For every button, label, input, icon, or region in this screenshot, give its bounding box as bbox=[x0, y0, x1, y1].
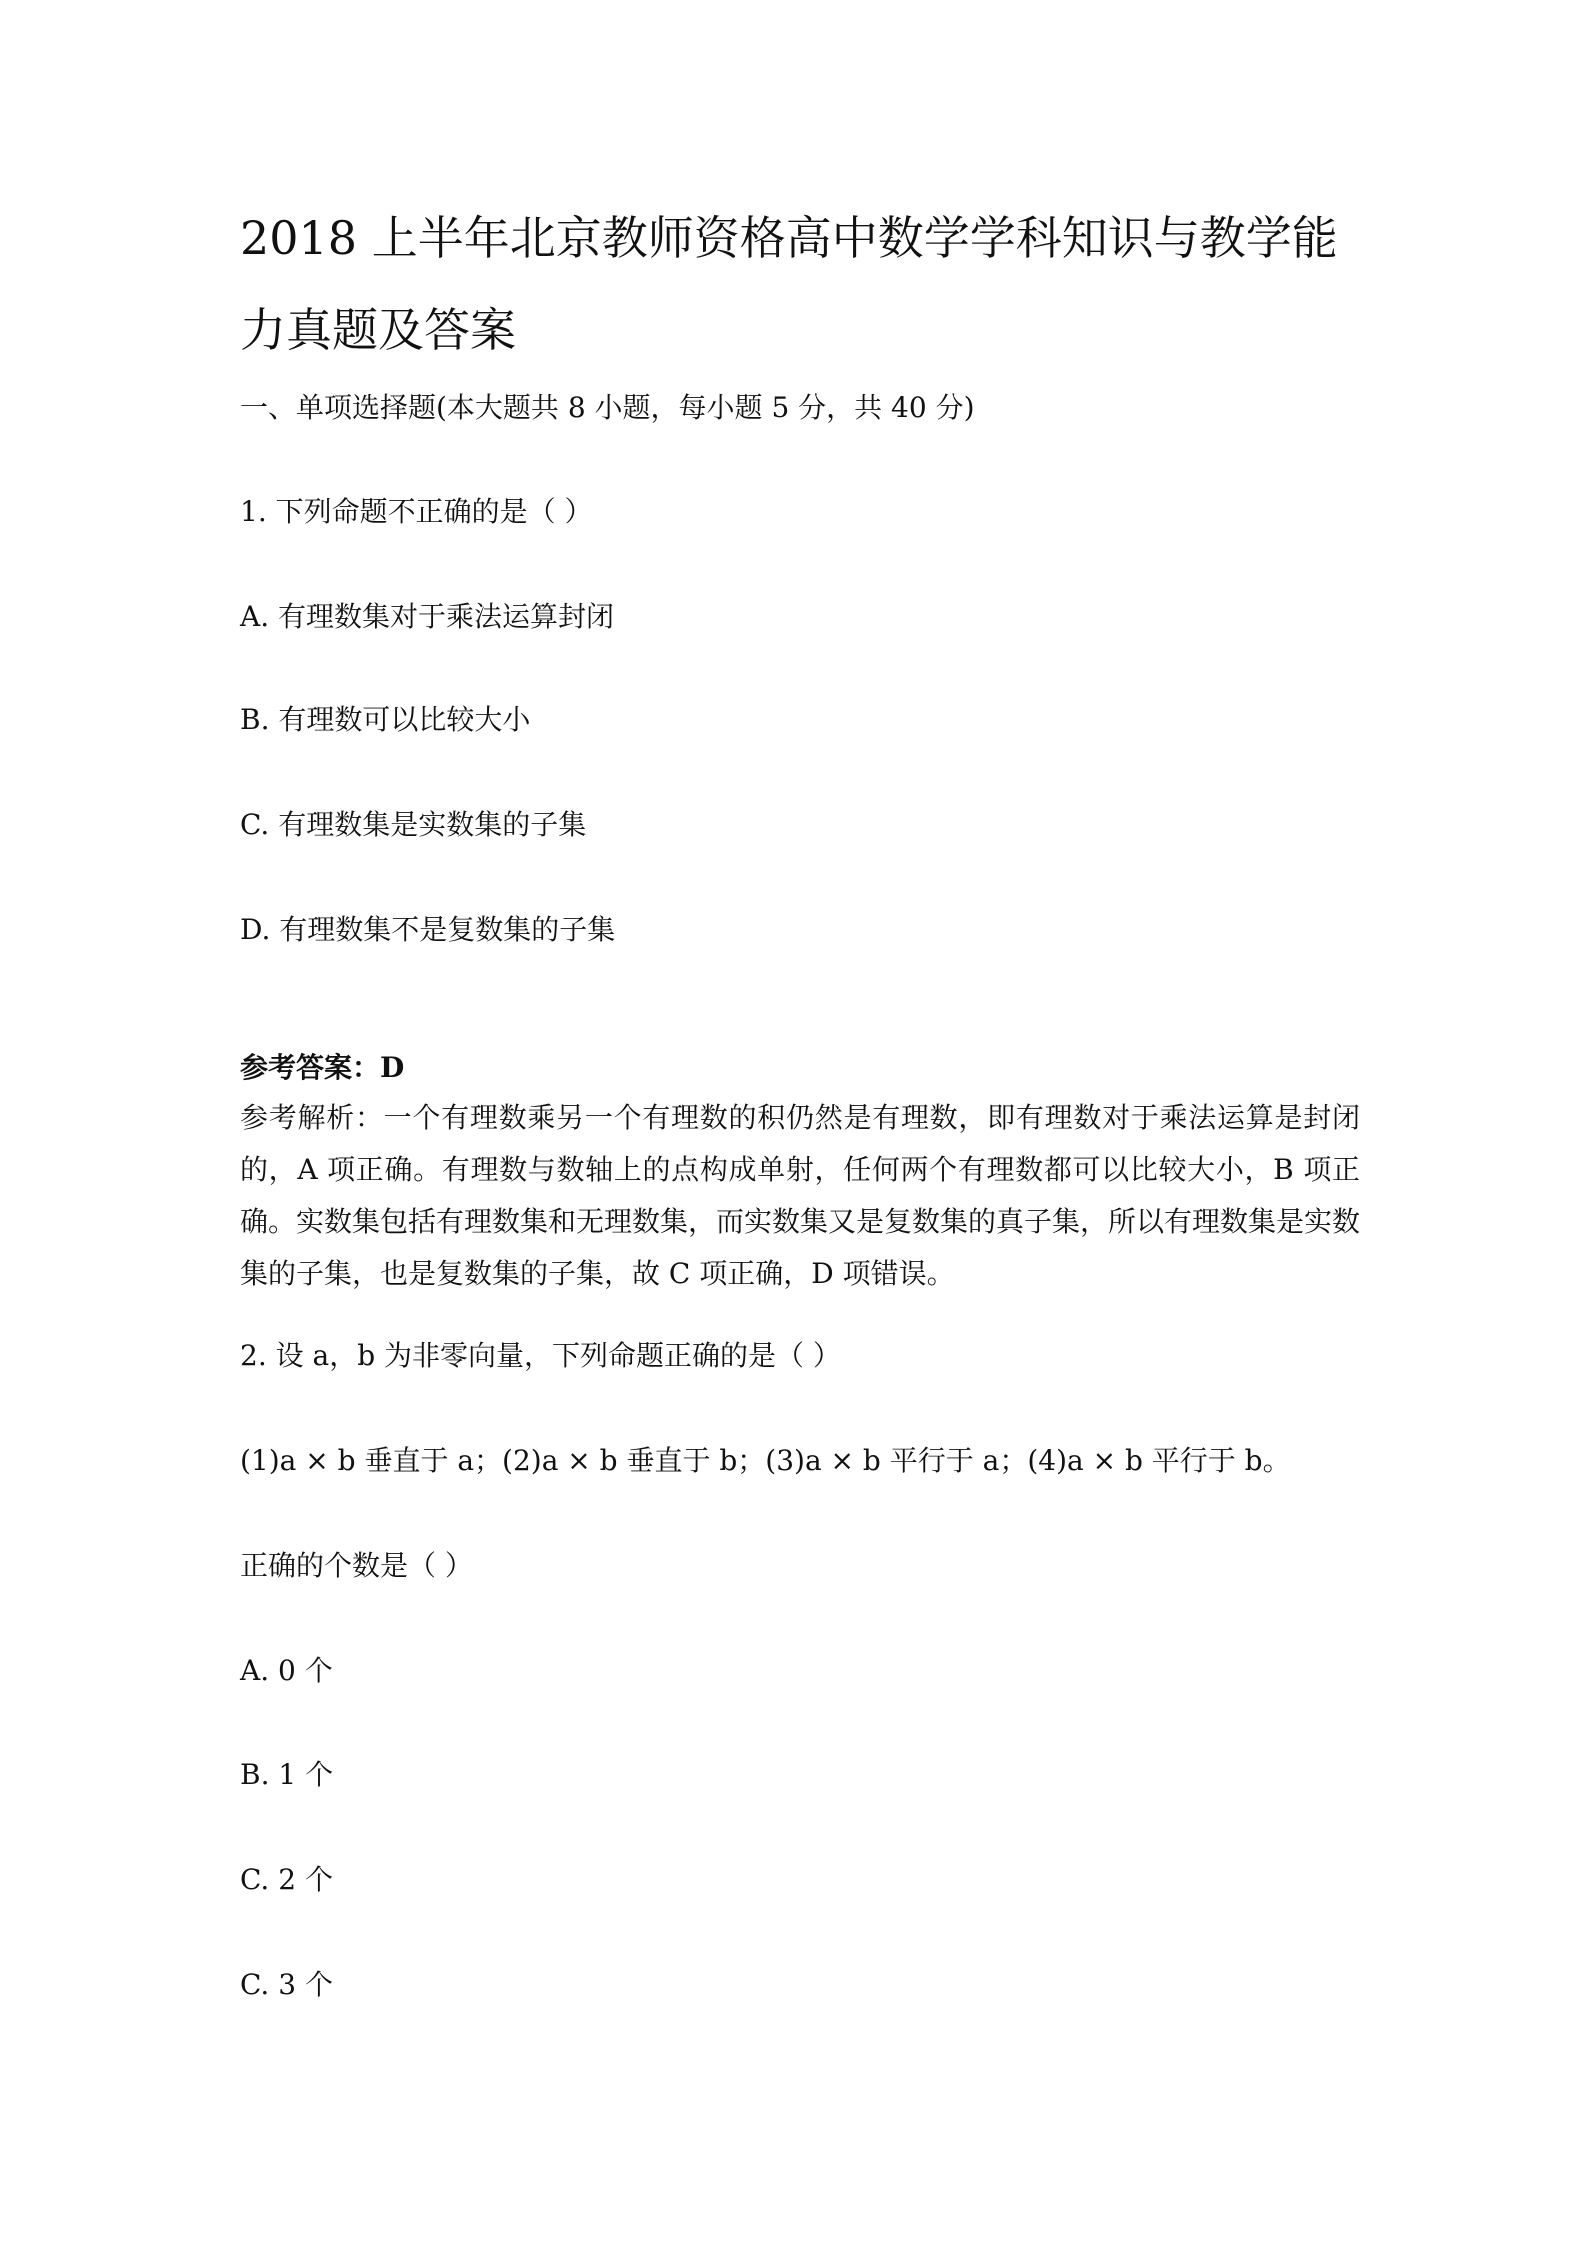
section-heading: 一、单项选择题(本大题共 8 小题，每小题 5 分，共 40 分) bbox=[240, 391, 975, 424]
question-1-stem: 1. 下列命题不正确的是（ ） bbox=[240, 495, 593, 528]
question-1-explanation: 参考解析：一个有理数乘另一个有理数的积仍然是有理数，即有理数对于乘法运算是封闭的，A 项正确。有理数与数轴上的点构成单射，任何两个有理数都可以比较大小，B 项正确。实数集包括有理数集和无理数集，而实数集又是复数集的真子集，所以有理数集是实数集的子集，也是复数集的子集，故 C 项正确，D 项错误。 bbox=[240, 1101, 1361, 1290]
question-1-option-b: B. 有理数可以比较大小 bbox=[240, 703, 531, 736]
question-2-option-a: A. 0 个 bbox=[240, 1654, 333, 1687]
question-2-option-b: B. 1 个 bbox=[240, 1758, 334, 1791]
question-1-option-d: D. 有理数集不是复数集的子集 bbox=[240, 913, 616, 946]
document-title: 2018 上半年北京教师资格高中数学学科知识与教学能力真题及答案 bbox=[240, 211, 1338, 357]
question-2-statements: (1)a × b 垂直于 a；(2)a × b 垂直于 b；(3)a × b 平行于 a；(4)a × b 平行于 b。 bbox=[240, 1444, 1291, 1477]
question-2-option-c: C. 2 个 bbox=[240, 1863, 333, 1896]
question-2-stem: 2. 设 a，b 为非零向量，下列命题正确的是（ ） bbox=[240, 1339, 841, 1372]
question-1-option-c: C. 有理数集是实数集的子集 bbox=[240, 808, 587, 841]
question-1-answer: 参考答案：D bbox=[240, 1051, 405, 1084]
question-2-option-d: C. 3 个 bbox=[240, 1968, 333, 2001]
question-2-prompt: 正确的个数是（ ） bbox=[240, 1549, 473, 1582]
question-1-option-a: A. 有理数集对于乘法运算封闭 bbox=[240, 600, 615, 633]
